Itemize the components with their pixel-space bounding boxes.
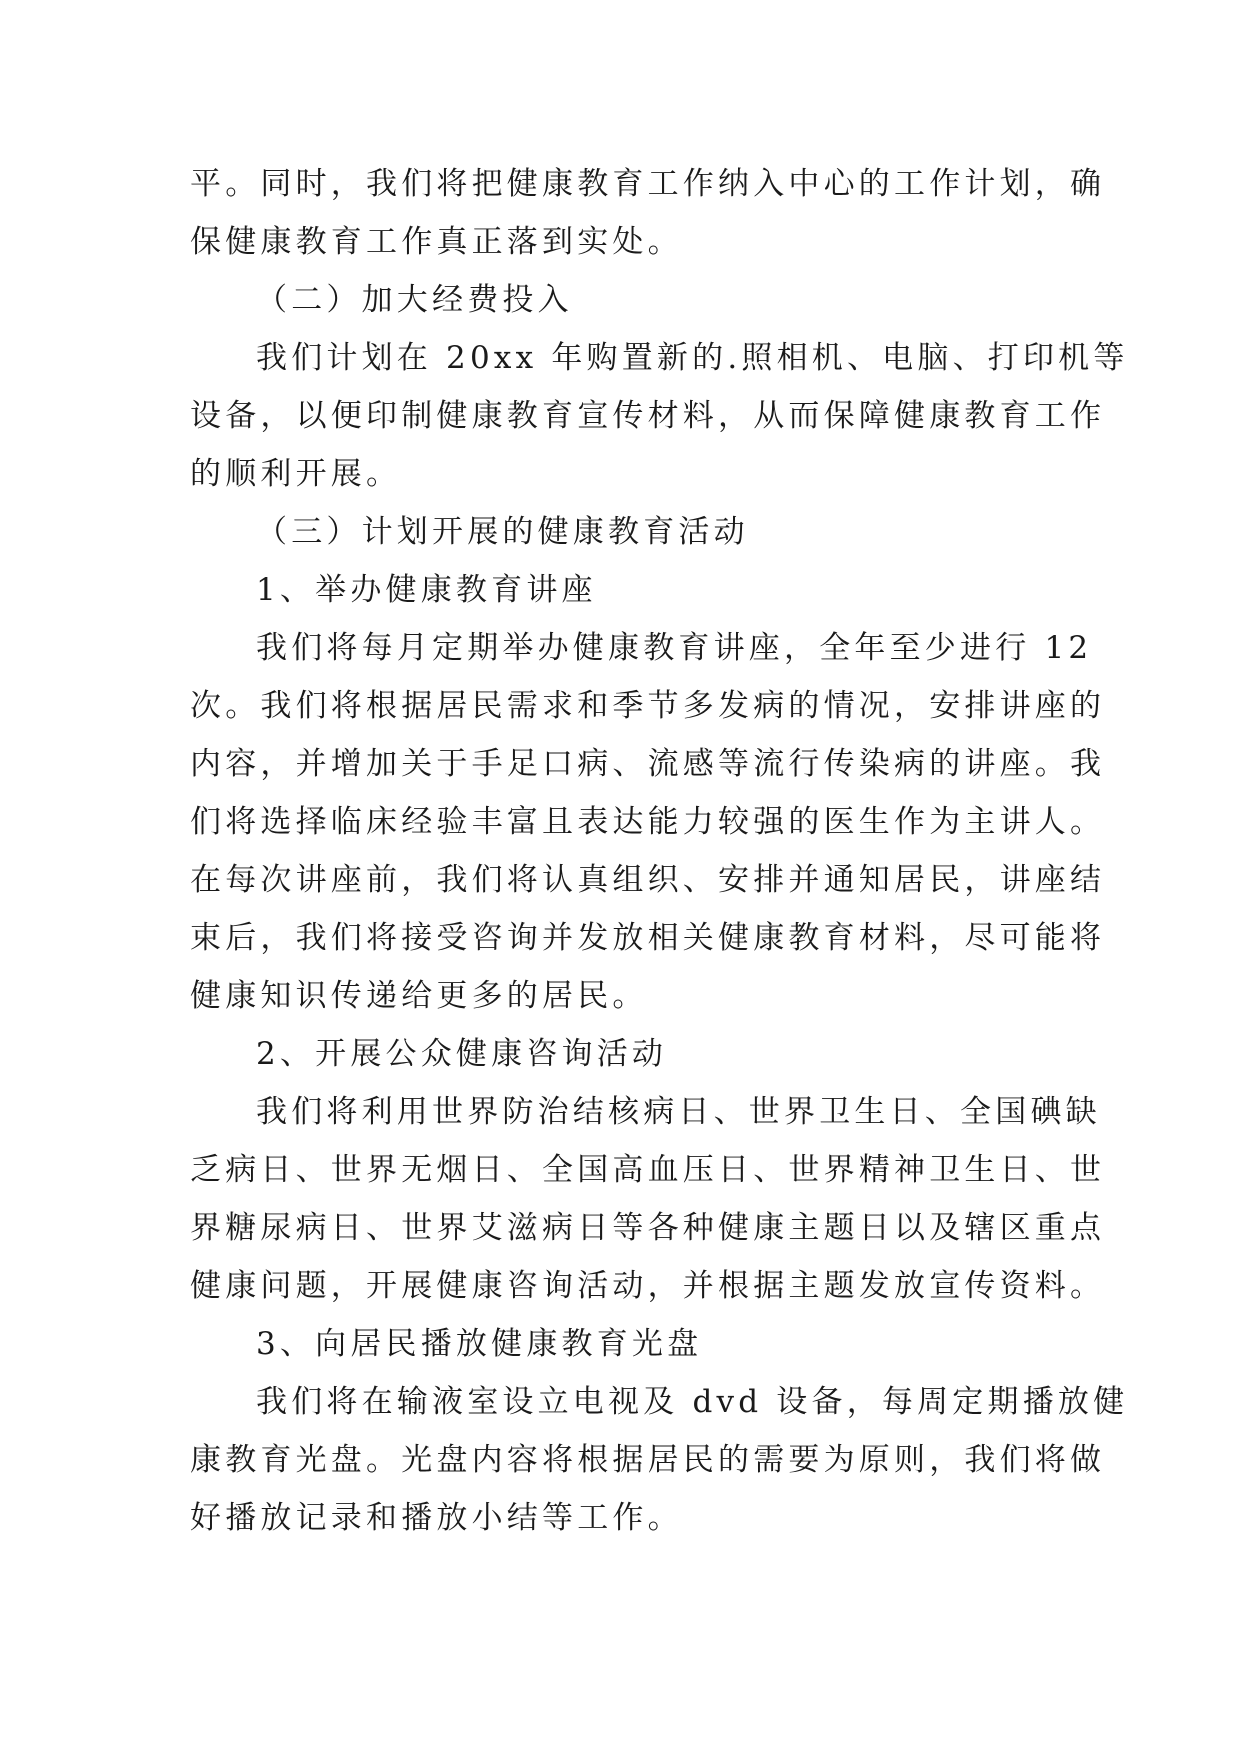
- text-line: 我们计划在 20xx 年购置新的.照相机、电脑、打印机等: [256, 340, 1129, 376]
- document-body: [190, 155, 1129, 1547]
- text-line: 平。同时，我们将把健康教育工作纳入中心的工作计划，确: [190, 166, 1106, 202]
- text-line: 束后，我们将接受咨询并发放相关健康教育材料，尽可能将: [190, 920, 1106, 956]
- text-line: 在每次讲座前，我们将认真组织、安排并通知居民，讲座结: [190, 862, 1106, 898]
- text-line: 次。我们将根据居民需求和季节多发病的情况，安排讲座的: [190, 688, 1106, 724]
- subsection-heading: 2、开展公众健康咨询活动: [256, 1036, 668, 1072]
- text-line: 我们将在输液室设立电视及 dvd 设备，每周定期播放健: [256, 1384, 1129, 1420]
- text-line: 们将选择临床经验丰富且表达能力较强的医生作为主讲人。: [190, 804, 1106, 840]
- subsection-heading: 1、举办健康教育讲座: [256, 572, 597, 608]
- text-line: 设备，以便印制健康教育宣传材料，从而保障健康教育工作: [190, 398, 1106, 434]
- section-heading: （二）加大经费投入: [256, 282, 573, 318]
- text-line: 我们将利用世界防治结核病日、世界卫生日、全国碘缺: [256, 1094, 1101, 1130]
- text-line: 我们将每月定期举办健康教育讲座，全年至少进行 12: [256, 630, 1093, 666]
- text-line: 内容，并增加关于手足口病、流感等流行传染病的讲座。我: [190, 746, 1106, 782]
- section-heading: （三）计划开展的健康教育活动: [256, 514, 749, 550]
- text-line: 的顺利开展。: [190, 456, 402, 492]
- subsection-heading: 3、向居民播放健康教育光盘: [256, 1326, 703, 1362]
- text-line: 乏病日、世界无烟日、全国高血压日、世界精神卫生日、世: [190, 1152, 1106, 1188]
- text-line: 健康知识传递给更多的居民。: [190, 978, 648, 1014]
- text-line: 保健康教育工作真正落到实处。: [190, 224, 683, 260]
- text-line: 健康问题，开展健康咨询活动，并根据主题发放宣传资料。: [190, 1268, 1106, 1304]
- text-line: 康教育光盘。光盘内容将根据居民的需要为原则，我们将做: [190, 1442, 1106, 1478]
- text-line: 界糖尿病日、世界艾滋病日等各种健康主题日以及辖区重点: [190, 1210, 1106, 1246]
- text-line: 好播放记录和播放小结等工作。: [190, 1500, 683, 1536]
